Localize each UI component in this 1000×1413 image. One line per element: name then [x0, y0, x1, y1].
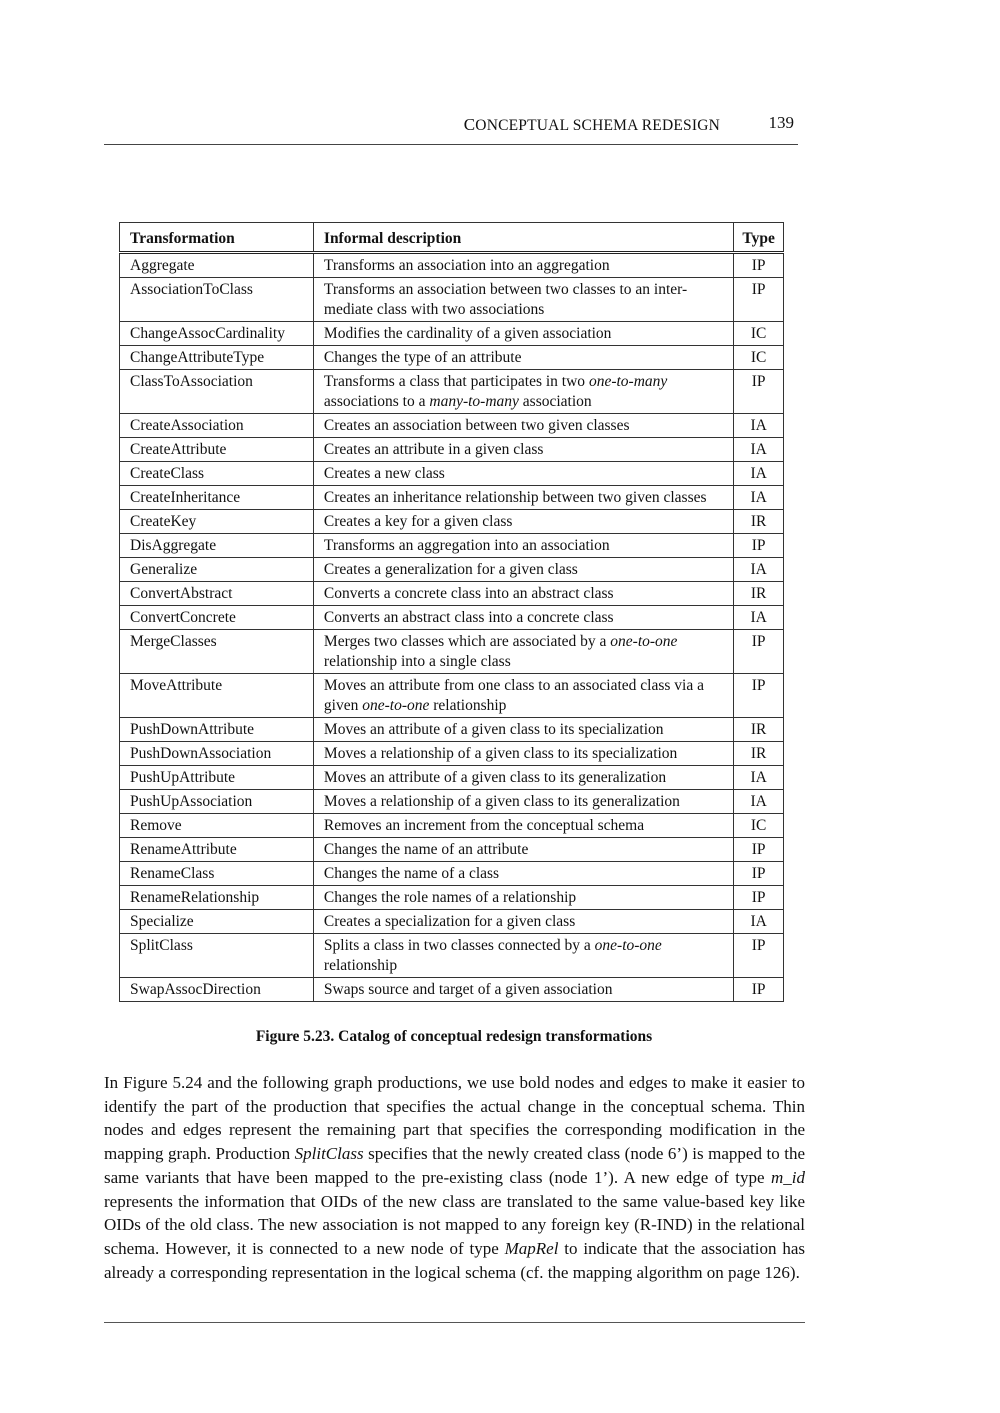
table-row	[120, 742, 784, 766]
transformation-type: IR	[734, 742, 784, 766]
description-text: relationship	[429, 697, 507, 714]
transformation-description	[313, 910, 733, 934]
transformation-description	[313, 414, 733, 438]
transformation-description	[313, 462, 733, 486]
transformation-description	[313, 742, 733, 766]
description-text: Moves an attribute of a given class to its specialization	[323, 721, 664, 738]
transformation-name: SwapAssocDirection	[120, 978, 314, 1002]
transformation-name: CreateInheritance	[120, 486, 314, 510]
transformation-name: PushDownAttribute	[120, 718, 314, 742]
table-row	[120, 766, 784, 790]
footer-rule	[104, 1322, 805, 1323]
page-number: 139	[768, 113, 794, 132]
description-text: Converts an abstract class into a concrete class	[323, 609, 614, 626]
transformation-name: ChangeAttributeType	[120, 346, 314, 370]
description-text: Creates a specialization for a given class	[323, 913, 576, 930]
transformation-description	[313, 346, 733, 370]
header-transformation: Transformation	[120, 223, 314, 253]
transformation-type: IP	[734, 886, 784, 910]
transformation-name: AssociationToClass	[120, 278, 314, 322]
transformation-description	[313, 278, 733, 322]
transformation-description	[313, 606, 733, 630]
transformation-description	[313, 862, 733, 886]
transformation-description	[313, 534, 733, 558]
description-text: Changes the name of an attribute	[323, 841, 529, 858]
body-paragraph	[104, 1071, 805, 1284]
transformation-description	[313, 253, 733, 278]
description-text: Changes the type of an attribute	[323, 349, 522, 366]
paragraph-text: to indicate that the association has already a corresponding representation in the logical schema (cf. the mapping algorithm on page 126).	[104, 1238, 805, 1282]
transformation-type: IC	[734, 322, 784, 346]
transformation-description	[313, 886, 733, 910]
table-row	[120, 978, 784, 1002]
italic-term: SplitClass	[294, 1144, 364, 1164]
transformation-description	[313, 582, 733, 606]
italic-term: MapRel	[504, 1238, 559, 1258]
table-row	[120, 346, 784, 370]
transformation-name: PushUpAttribute	[120, 766, 314, 790]
transformation-type: IP	[734, 278, 784, 322]
transformation-name: CreateAttribute	[120, 438, 314, 462]
transformation-name: MoveAttribute	[120, 674, 314, 718]
transformation-type: IP	[734, 370, 784, 414]
description-text: Moves an attribute of a given class to its generalization	[323, 769, 667, 786]
description-text: Moves a relationship of a given class to its specialization	[323, 745, 678, 762]
description-text: Transforms an association into an aggregation	[323, 257, 610, 274]
paragraph-text: represents the information that OIDs of the new class are translated to the same value-based key like OIDs of the old class. The new association is not mapped to any foreign key (R-IND) in the relational schema. However, it is connected to a new node of type	[104, 1191, 805, 1258]
transformation-type: IP	[734, 534, 784, 558]
italic-term: one-to-many	[588, 373, 668, 390]
running-header	[104, 112, 798, 145]
description-text: Changes the name of a class	[323, 865, 500, 882]
transformation-description	[313, 370, 733, 414]
description-text: Moves a relationship of a given class to its generalization	[323, 793, 680, 810]
description-text: Modifies the cardinality of a given association	[323, 325, 612, 342]
table-row	[120, 582, 784, 606]
transformation-name: ClassToAssociation	[120, 370, 314, 414]
italic-term: one-to-one	[594, 937, 662, 954]
paragraph-text: specifies that the newly created class (node 6’) is mapped to the same variants that have been mapped to the pre-existing class (node 1’). A new edge of type	[104, 1144, 805, 1187]
description-text: Swaps source and target of a given association	[323, 981, 613, 998]
transformation-type: IA	[734, 486, 784, 510]
transformation-name: Aggregate	[120, 253, 314, 278]
description-text: relationship into a single class	[323, 653, 511, 670]
transformation-name: ConvertAbstract	[120, 582, 314, 606]
table-row	[120, 886, 784, 910]
transformation-type: IA	[734, 438, 784, 462]
table-row	[120, 253, 784, 278]
table-row	[120, 606, 784, 630]
table-row	[120, 462, 784, 486]
header-type: Type	[734, 223, 784, 253]
transformation-name: SplitClass	[120, 934, 314, 978]
transformation-name: ChangeAssocCardinality	[120, 322, 314, 346]
transformation-name: RenameRelationship	[120, 886, 314, 910]
transformation-name: CreateAssociation	[120, 414, 314, 438]
transformation-description	[313, 558, 733, 582]
transformation-type: IR	[734, 718, 784, 742]
transformation-type: IA	[734, 558, 784, 582]
italic-term: many-to-many	[429, 393, 519, 410]
transformation-type: IP	[734, 253, 784, 278]
transformation-name: RenameClass	[120, 862, 314, 886]
description-text: Creates a generalization for a given class	[323, 561, 578, 578]
transformation-name: PushUpAssociation	[120, 790, 314, 814]
running-title-rest: ONCEPTUAL SCHEMA REDESIGN	[475, 117, 720, 134]
transformation-type: IA	[734, 414, 784, 438]
transformation-description	[313, 718, 733, 742]
transformation-type: IA	[734, 910, 784, 934]
table-row	[120, 910, 784, 934]
transformation-description	[313, 486, 733, 510]
transformation-name: MergeClasses	[120, 630, 314, 674]
table-header-row	[120, 223, 784, 253]
description-text: Moves an attribute from one class to an associated class via a given	[323, 677, 704, 714]
transformation-type: IR	[734, 510, 784, 534]
transformation-type: IP	[734, 630, 784, 674]
transformation-description	[313, 838, 733, 862]
table-row	[120, 558, 784, 582]
description-text: relationship	[323, 957, 398, 974]
table-body	[120, 253, 784, 1002]
transformation-description	[313, 438, 733, 462]
description-text: Transforms a class that participates in two	[323, 373, 589, 390]
description-text: Creates a new class	[323, 465, 445, 482]
transformation-name: DisAggregate	[120, 534, 314, 558]
transformation-type: IC	[734, 814, 784, 838]
table-row	[120, 862, 784, 886]
table-row	[120, 790, 784, 814]
description-text: Transforms an association between two classes to an inter-mediate class with two associations	[323, 281, 688, 318]
description-text: Transforms an aggregation into an association	[323, 537, 610, 554]
italic-term: one-to-one	[610, 633, 678, 650]
table-row	[120, 278, 784, 322]
description-text: Splits a class in two classes connected by a	[323, 937, 595, 954]
description-text: Creates a key for a given class	[323, 513, 513, 530]
description-text: association	[518, 393, 592, 410]
transformation-type: IA	[734, 766, 784, 790]
italic-term: one-to-one	[362, 697, 430, 714]
table-row	[120, 630, 784, 674]
transformation-name: CreateKey	[120, 510, 314, 534]
transformation-description	[313, 978, 733, 1002]
transformation-name: Generalize	[120, 558, 314, 582]
transformation-type: IA	[734, 462, 784, 486]
transformation-name: RenameAttribute	[120, 838, 314, 862]
transformation-type: IA	[734, 790, 784, 814]
table-row	[120, 838, 784, 862]
transformation-type: IP	[734, 978, 784, 1002]
transformation-description	[313, 322, 733, 346]
transformation-type: IP	[734, 674, 784, 718]
transformation-name: Remove	[120, 814, 314, 838]
transformation-description	[313, 630, 733, 674]
transformation-description	[313, 934, 733, 978]
table-row	[120, 534, 784, 558]
table-row	[120, 814, 784, 838]
description-text: Creates an attribute in a given class	[323, 441, 544, 458]
transformation-description	[313, 790, 733, 814]
transformation-type: IR	[734, 582, 784, 606]
transformation-type: IP	[734, 862, 784, 886]
table-row	[120, 674, 784, 718]
description-text: associations to a	[323, 393, 430, 410]
description-text: Changes the role names of a relationship	[323, 889, 577, 906]
transformation-type: IA	[734, 606, 784, 630]
table-row	[120, 370, 784, 414]
running-title	[464, 115, 720, 135]
description-text: Creates an association between two given classes	[323, 417, 630, 434]
description-text: Removes an increment from the conceptual schema	[323, 817, 645, 834]
transformation-description	[313, 510, 733, 534]
table-row	[120, 414, 784, 438]
transformation-type: IP	[734, 934, 784, 978]
transformation-description	[313, 674, 733, 718]
running-title-cap: C	[463, 115, 476, 134]
header-informal-description: Informal description	[313, 223, 733, 253]
table-row	[120, 486, 784, 510]
figure-caption: Figure 5.23. Catalog of conceptual redesign transformations	[255, 1028, 653, 1045]
description-text: Creates an inheritance relationship between two given classes	[323, 489, 707, 506]
transformation-description	[313, 814, 733, 838]
table-row	[120, 322, 784, 346]
transformation-name: ConvertConcrete	[120, 606, 314, 630]
description-text: Merges two classes which are associated by a	[323, 633, 611, 650]
transformation-type: IC	[734, 346, 784, 370]
transformation-catalog-table	[119, 222, 784, 1002]
table-row	[120, 934, 784, 978]
transformation-description	[313, 766, 733, 790]
transformation-name: Specialize	[120, 910, 314, 934]
transformation-name: CreateClass	[120, 462, 314, 486]
table-row	[120, 718, 784, 742]
transformation-name: PushDownAssociation	[120, 742, 314, 766]
paragraph-text: In Figure 5.24 and the following graph productions, we use bold nodes and edges to make it easier to identify the part of the production that specifies the actual change in the conceptual schema. Thin nodes and edges represent the remaining part that specifies the corresponding modification in the mapping graph. Production	[104, 1073, 805, 1164]
transformation-type: IP	[734, 838, 784, 862]
table-row	[120, 510, 784, 534]
table-row	[120, 438, 784, 462]
italic-term: m_id	[771, 1167, 805, 1187]
description-text: Converts a concrete class into an abstract class	[323, 585, 614, 602]
